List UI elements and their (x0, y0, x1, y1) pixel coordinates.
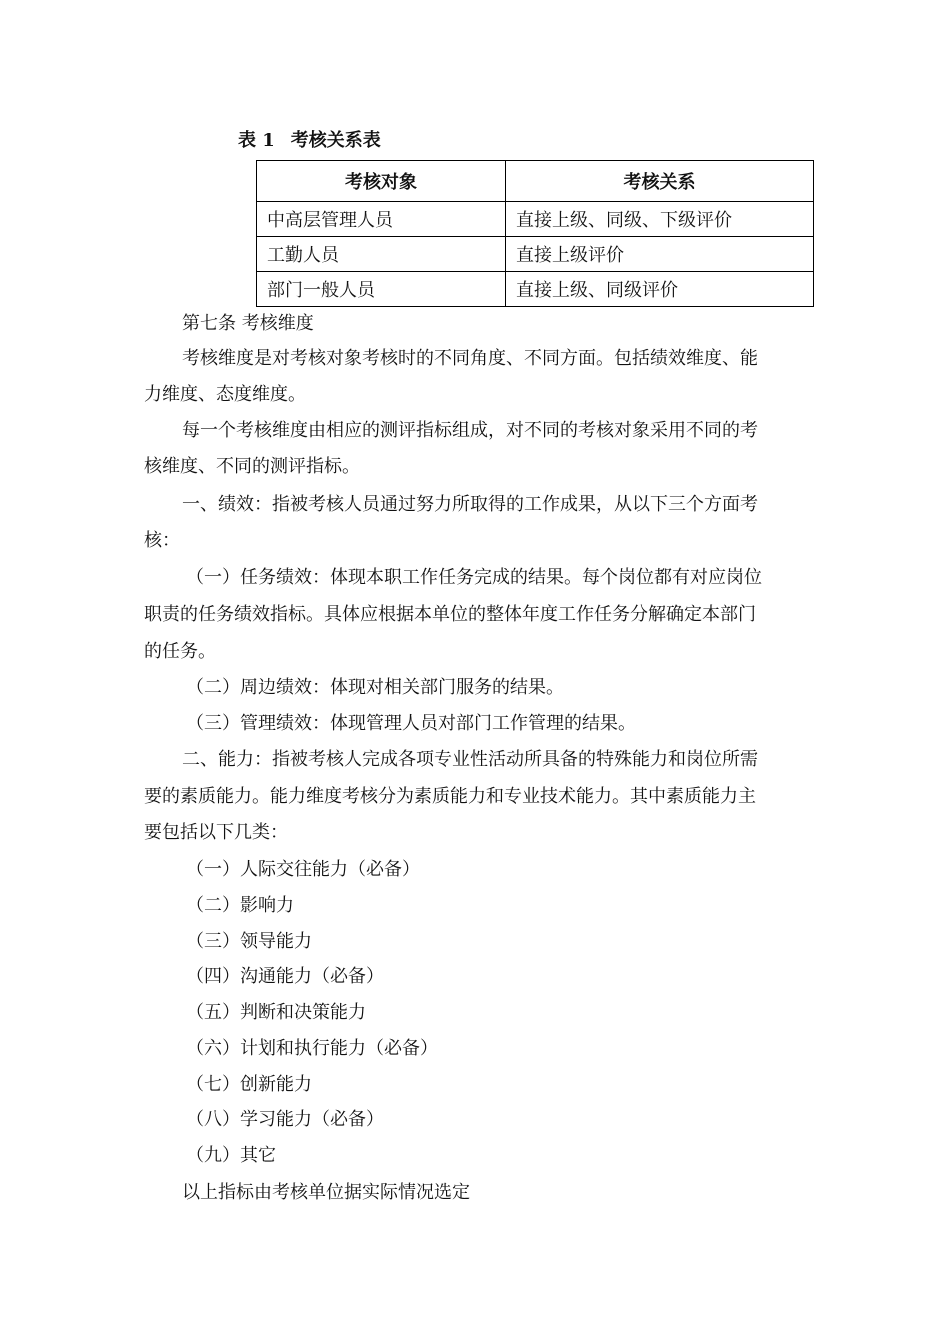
paragraph-line: 要的素质能力。能力维度考核分为素质能力和专业技术能力。其中素质能力主 (144, 786, 756, 807)
paragraph-line: 核： (144, 530, 180, 551)
closing-line: 以上指标由考核单位据实际情况选定 (182, 1182, 470, 1203)
paragraph-line: 一、绩效：指被考核人员通过努力所取得的工作成果，从以下三个方面考 (182, 494, 758, 515)
table-row (257, 237, 814, 272)
table-caption (238, 126, 381, 152)
ability-item: （四）沟通能力（必备） (186, 966, 384, 987)
article-heading: 第七条 考核维度 (182, 313, 314, 334)
table-row (257, 202, 814, 237)
ability-item: （九）其它 (186, 1145, 276, 1166)
table-header-target: 考核对象 (257, 161, 506, 202)
table-caption-title: 考核关系表 (290, 130, 381, 151)
paragraph-line: 核维度、不同的测评指标。 (144, 456, 360, 477)
ability-item: （二）影响力 (186, 895, 294, 916)
paragraph-line: （一）任务绩效：体现本职工作任务完成的结果。每个岗位都有对应岗位 (186, 567, 762, 588)
table-cell: 直接上级评价 (506, 237, 814, 272)
paragraph-line: （三）管理绩效：体现管理人员对部门工作管理的结果。 (186, 713, 636, 734)
paragraph-line: 的任务。 (144, 641, 216, 662)
table-header-row (257, 161, 814, 202)
paragraph-line: （二）周边绩效：体现对相关部门服务的结果。 (186, 677, 564, 698)
ability-item: （八）学习能力（必备） (186, 1109, 384, 1130)
ability-item: （三）领导能力 (186, 931, 312, 952)
table-caption-number: 表 1 (238, 130, 275, 151)
paragraph-line: 每一个考核维度由相应的测评指标组成，对不同的考核对象采用不同的考 (182, 420, 758, 441)
table-cell: 中高层管理人员 (257, 202, 506, 237)
paragraph-line: 要包括以下几类： (144, 822, 288, 843)
assessment-relation-table (256, 160, 814, 307)
ability-item: （一）人际交往能力（必备） (186, 859, 420, 880)
table-cell: 工勤人员 (257, 237, 506, 272)
ability-item: （五）判断和决策能力 (186, 1002, 366, 1023)
paragraph-line: 二、能力：指被考核人完成各项专业性活动所具备的特殊能力和岗位所需 (182, 749, 758, 770)
paragraph-line: 力维度、态度维度。 (144, 384, 306, 405)
table-cell: 直接上级、同级评价 (506, 272, 814, 307)
paragraph-line: 职责的任务绩效指标。具体应根据本单位的整体年度工作任务分解确定本部门 (144, 604, 756, 625)
ability-item: （六）计划和执行能力（必备） (186, 1038, 438, 1059)
table-row (257, 272, 814, 307)
table-cell: 部门一般人员 (257, 272, 506, 307)
table-header-relation: 考核关系 (506, 161, 814, 202)
ability-item: （七）创新能力 (186, 1074, 312, 1095)
table-cell: 直接上级、同级、下级评价 (506, 202, 814, 237)
paragraph-line: 考核维度是对考核对象考核时的不同角度、不同方面。包括绩效维度、能 (182, 348, 758, 369)
